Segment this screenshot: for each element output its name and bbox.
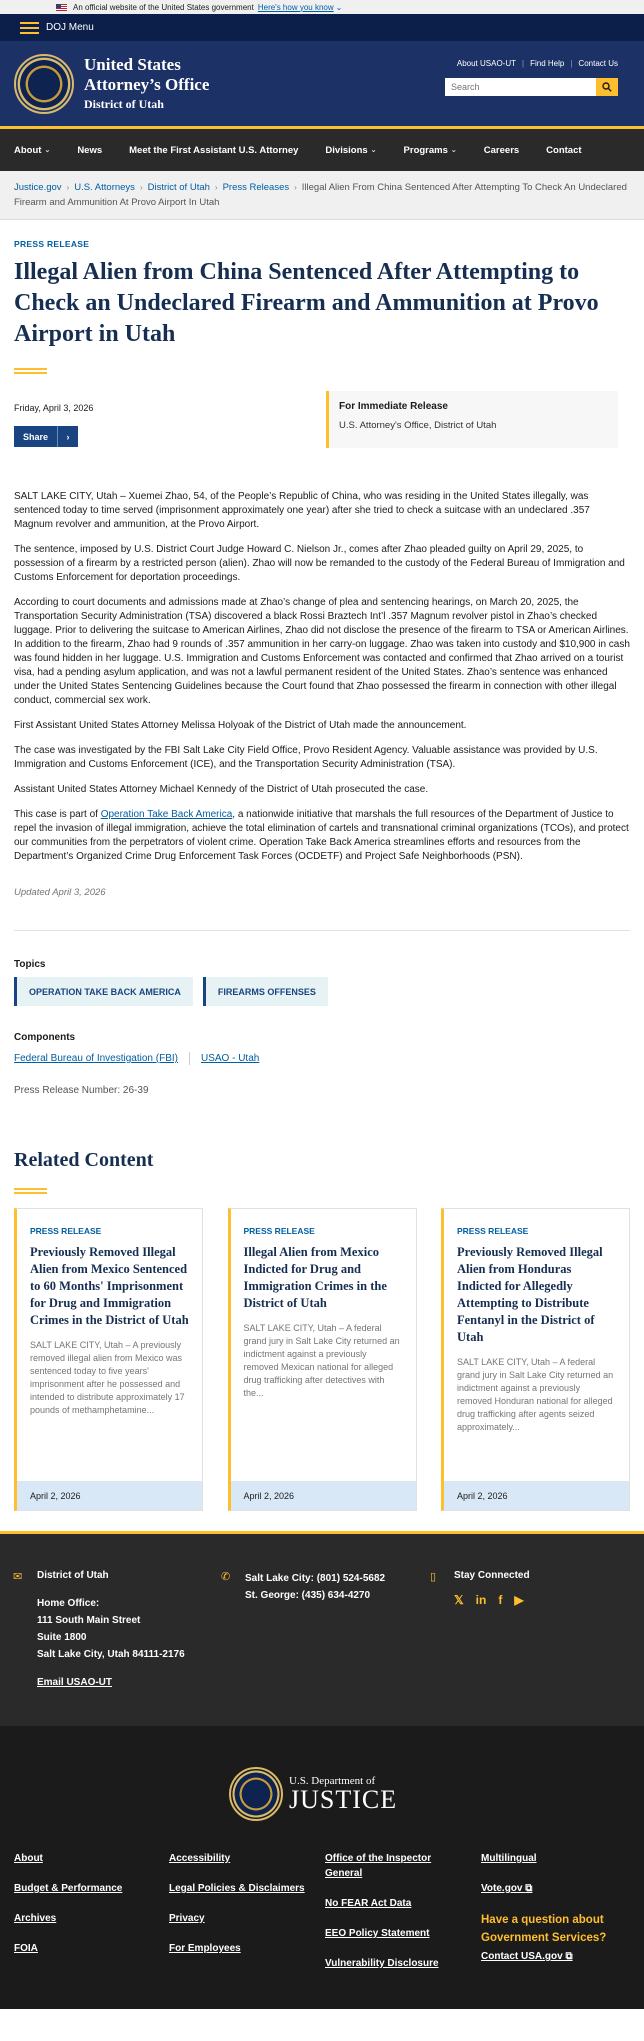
nav-item-label: Divisions bbox=[325, 144, 368, 156]
stay-connected-label: Stay Connected bbox=[454, 1570, 530, 1581]
related-card[interactable] bbox=[14, 1208, 203, 1511]
footer-accessibility-link[interactable]: Accessibility bbox=[169, 1853, 231, 1864]
card-eyebrow: PRESS RELEASE bbox=[243, 1226, 315, 1236]
footer-oig-link[interactable]: Office of the Inspector General bbox=[325, 1853, 432, 1879]
external-link-icon: ⧉ bbox=[525, 1883, 533, 1894]
breadcrumb-justice-gov[interactable]: Justice.gov bbox=[14, 182, 62, 193]
chevron-right-icon: › bbox=[214, 183, 218, 192]
site-header bbox=[0, 41, 644, 126]
chevron-right-icon: › bbox=[139, 183, 143, 192]
breadcrumb-current: Illegal Alien From China Sentenced After Attempting To Check An Undeclared Firearm and Ammunition At Provo Airport In Utah bbox=[14, 182, 627, 208]
footer-privacy-link[interactable]: Privacy bbox=[169, 1913, 205, 1924]
release-source: U.S. Attorney's Office, District of Utah bbox=[339, 420, 497, 431]
doj-brand[interactable] bbox=[229, 1767, 397, 1821]
separator bbox=[189, 1052, 190, 1065]
footer-links bbox=[0, 1726, 644, 2009]
article-paragraph: The sentence, imposed by U.S. District Court Judge Howard C. Nielson Jr., comes after Zhao pleaded guilty on April 29, 2025, to possession of a firearm by a restricted person (alien). Zhao will now be remanded to the custody of the Federal Bureau of Immigration and Customs Enforcement for deportation proceedings. bbox=[14, 544, 625, 583]
search-form bbox=[445, 78, 618, 96]
home-office-label: Home Office: bbox=[37, 1598, 100, 1609]
heres-how-you-know-link[interactable]: Here's how you know bbox=[257, 2, 334, 12]
card-description: SALT LAKE CITY, Utah – A federal grand jury in Salt Lake City returned an indictment against a previously removed Honduran national for alleged drug trafficking after agents seized approximately... bbox=[457, 1357, 614, 1432]
doj-menu-button[interactable] bbox=[0, 14, 644, 41]
release-heading: For Immediate Release bbox=[339, 401, 448, 412]
office-name-line2: Attorney’s Office bbox=[84, 75, 210, 94]
nav-item-label: Careers bbox=[483, 144, 520, 156]
card-title: Previously Removed Illegal Alien from Honduras Indicted for Allegedly Attempting to Distribute Fentanyl in the District of Utah bbox=[457, 1245, 603, 1344]
article-paragraph: The case was investigated by the FBI Salt Lake City Field Office, Provo Resident Agency. Valuable assistance was provided by U.S. Immigration and Customs Enforcement (ICE), and the Transportation Security Administration (TSA). bbox=[14, 745, 598, 770]
mobile-icon: ▯ bbox=[430, 1571, 437, 1583]
article-paragraph-otba bbox=[14, 808, 630, 864]
facebook-icon[interactable]: f bbox=[498, 1593, 503, 1607]
external-link-icon: ⧉ bbox=[565, 1951, 573, 1962]
card-date: April 2, 2026 bbox=[17, 1481, 202, 1510]
footer-about-link[interactable]: About bbox=[14, 1853, 43, 1864]
hamburger-menu-icon bbox=[20, 22, 39, 34]
linkedin-icon[interactable]: in bbox=[475, 1593, 487, 1607]
footer-col-4 bbox=[481, 1851, 631, 1979]
nav-item-news[interactable] bbox=[77, 145, 102, 156]
article-eyebrow: PRESS RELEASE bbox=[14, 239, 90, 249]
related-content-heading: Related Content bbox=[14, 1149, 154, 1171]
release-box bbox=[326, 391, 618, 448]
related-accent bbox=[14, 1188, 47, 1194]
doj-brand-line2: JUSTICE bbox=[289, 1785, 398, 1814]
nav-item-label: Meet the First Assistant U.S. Attorney bbox=[129, 144, 299, 156]
related-card[interactable] bbox=[441, 1208, 630, 1511]
nav-item-about[interactable] bbox=[14, 145, 50, 156]
article-paragraph: Assistant United States Attorney Michael Kennedy of the District of Utah prosecuted the case. bbox=[14, 784, 429, 795]
phone-st-george[interactable]: St. George: (435) 634-4270 bbox=[245, 1590, 371, 1601]
breadcrumb-us-attorneys[interactable]: U.S. Attorneys bbox=[74, 182, 135, 193]
topic-operation-take-back-america[interactable]: OPERATION TAKE BACK AMERICA bbox=[14, 977, 193, 1006]
footer-budget-link[interactable]: Budget & Performance bbox=[14, 1883, 123, 1894]
address-line: Suite 1800 bbox=[37, 1632, 87, 1643]
x-icon[interactable]: 𝕏 bbox=[454, 1593, 464, 1607]
doj-seal-logo bbox=[229, 1767, 283, 1821]
footer-vote-link[interactable] bbox=[481, 1881, 631, 1896]
nav-item-label: Programs bbox=[403, 144, 448, 156]
footer-col-2 bbox=[169, 1851, 305, 1971]
share-button[interactable] bbox=[14, 426, 78, 447]
contact-usa-gov-link[interactable] bbox=[481, 1949, 631, 1964]
utility-links bbox=[445, 59, 618, 68]
article-paragraph: According to court documents and admissions made at Zhao’s change of plea and sentencing hearings, on March 20, 2025, the Transportation Security Administration (TSA) discovered a black Rossi Braztech Int’l .357 Magnum revolver pistol in Zhao’s checked luggage. Prior to delivering the suitcase to American Airlines, Zhao did not disclose the presence of the firearm to TSA or American Airlines. In addition to the firearm, Zhao had 9 rounds of .357 ammunition in her carry-on luggage. Zhao was taken into custody and $10,900 in cash was found hidden in her luggage. U.S. Immigration and Customs Enforcement was contacted and confirmed that Zhao arrived on a tourist visa, had a pending asylum application, and was not a lawful permanent resident of the United States. Zhao’s sentence was enhanced under the United States Sentencing Guidelines because the Court found that Zhao possessed the firearm in connection with other illegal conduct, commercial sex work. bbox=[14, 597, 630, 706]
doj-seal-logo[interactable] bbox=[14, 54, 74, 114]
search-icon bbox=[602, 82, 612, 92]
chevron-down-icon: ⌄ bbox=[44, 147, 51, 154]
social-links bbox=[454, 1593, 530, 1607]
search-button[interactable] bbox=[596, 78, 618, 96]
nav-item-label: News bbox=[77, 144, 103, 156]
header-utilities bbox=[445, 59, 618, 96]
article-meta bbox=[14, 391, 630, 448]
article-paragraph: SALT LAKE CITY, Utah – Xuemei Zhao, 54, of the People’s Republic of China, who was residing in the United States illegally, was sentenced today to time served (imprisonment approximately one year) after she tried to check a suitcase with an undeclared .357 Magnum revolver and ammunition, at the Provo Airport. bbox=[14, 491, 590, 530]
contact-us-link[interactable]: Contact Us bbox=[578, 59, 618, 68]
footer-phones bbox=[221, 1570, 386, 1604]
nav-item-contact[interactable] bbox=[546, 145, 581, 156]
vote-gov-label: Vote.gov bbox=[481, 1883, 523, 1894]
footer-social bbox=[430, 1570, 530, 1607]
footer-col-3 bbox=[325, 1851, 455, 1986]
card-eyebrow: PRESS RELEASE bbox=[30, 1226, 102, 1236]
footer-district: District of Utah bbox=[37, 1570, 109, 1581]
phone-slc[interactable]: Salt Lake City: (801) 524-5682 bbox=[245, 1573, 386, 1584]
related-cards bbox=[14, 1208, 630, 1511]
components-heading: Components bbox=[14, 1032, 76, 1043]
government-services-question: Have a question about Government Services? bbox=[481, 1914, 607, 1944]
footer-address bbox=[13, 1570, 185, 1688]
footer-multilingual-link[interactable]: Multilingual bbox=[481, 1853, 537, 1864]
nav-item-label: Contact bbox=[546, 144, 582, 156]
updated-date: Updated April 3, 2026 bbox=[14, 887, 106, 898]
topics-list bbox=[14, 977, 630, 1006]
breadcrumb-district-of-utah[interactable]: District of Utah bbox=[147, 182, 210, 193]
otba-before: This case is part of bbox=[14, 809, 101, 820]
nav-item-careers[interactable] bbox=[484, 145, 519, 156]
chevron-down-icon: ⌄ bbox=[370, 147, 377, 154]
press-release-number: Press Release Number: 26-39 bbox=[14, 1085, 149, 1096]
nav-item-meet-the-first-assistant-u-s-attorney[interactable] bbox=[129, 145, 298, 156]
youtube-icon[interactable]: ▶ bbox=[514, 1593, 524, 1607]
find-help-link[interactable]: Find Help bbox=[530, 59, 565, 68]
footer-legal-link[interactable]: Legal Policies & Disclaimers bbox=[169, 1883, 305, 1894]
article bbox=[0, 239, 644, 1511]
footer-col-1 bbox=[14, 1851, 122, 1971]
share-label: Share bbox=[14, 426, 58, 447]
doj-brand-line1: U.S. Department of bbox=[289, 1775, 376, 1787]
separator: | bbox=[570, 59, 573, 68]
footer-no-fear-link[interactable]: No FEAR Act Data bbox=[325, 1898, 412, 1909]
nav-item-label: About bbox=[14, 144, 42, 156]
footer-foia-link[interactable]: FOIA bbox=[14, 1943, 38, 1954]
footer-vulnerability-link[interactable]: Vulnerability Disclosure bbox=[325, 1958, 439, 1969]
nav-item-divisions[interactable] bbox=[325, 145, 376, 156]
card-description: SALT LAKE CITY, Utah – A previously removed illegal alien from Mexico was sentenced today to five years' imprisonment after he possessed and intended to distribute approximately 17 pounds of methamphetamine... bbox=[30, 1340, 185, 1415]
topic-firearms-offenses[interactable]: FIREARMS OFFENSES bbox=[203, 977, 328, 1006]
search-input[interactable] bbox=[445, 78, 596, 96]
card-eyebrow: PRESS RELEASE bbox=[457, 1226, 529, 1236]
chevron-down-icon: ⌄ bbox=[335, 2, 343, 12]
address-line: 111 South Main Street bbox=[37, 1615, 141, 1626]
office-name-line3: District of Utah bbox=[84, 97, 164, 111]
component-fbi-link[interactable]: Federal Bureau of Investigation (FBI) bbox=[14, 1053, 178, 1064]
office-name[interactable] bbox=[84, 55, 209, 112]
breadcrumb bbox=[0, 171, 644, 220]
page-title: Illegal Alien from China Sentenced After Attempting to Check an Undeclared Firearm and Ammunition at Provo Airport in Utah bbox=[14, 259, 599, 347]
divider bbox=[14, 930, 630, 931]
gov-banner-text: An official website of the United States government bbox=[73, 2, 254, 12]
about-usao-link[interactable]: About USAO-UT bbox=[456, 59, 517, 68]
card-title: Previously Removed Illegal Alien from Mexico Sentenced to 60 Months' Imprisonment for Drug and Immigration Crimes in the District of Utah bbox=[30, 1245, 189, 1327]
address-line: Salt Lake City, Utah 84111-2176 bbox=[37, 1649, 185, 1660]
main-nav bbox=[0, 129, 644, 171]
breadcrumb-press-releases[interactable]: Press Releases bbox=[222, 182, 290, 193]
footer-eeo-link[interactable]: EEO Policy Statement bbox=[325, 1928, 430, 1939]
footer-employees-link[interactable]: For Employees bbox=[169, 1943, 241, 1954]
chevron-right-icon: › bbox=[66, 431, 70, 442]
us-flag-icon bbox=[56, 4, 67, 11]
article-paragraph: First Assistant United States Attorney Melissa Holyoak of the District of Utah made the announcement. bbox=[14, 720, 467, 731]
phone-icon: ✆ bbox=[221, 1571, 231, 1583]
nav-item-programs[interactable] bbox=[404, 145, 457, 156]
email-usao-link[interactable]: Email USAO-UT bbox=[37, 1677, 113, 1688]
doj-menu-label: DOJ Menu bbox=[46, 22, 94, 33]
mail-icon: ✉ bbox=[13, 1571, 23, 1583]
gov-banner bbox=[0, 0, 644, 14]
card-date: April 2, 2026 bbox=[444, 1481, 629, 1510]
chevron-down-icon: ⌄ bbox=[450, 147, 457, 154]
separator: | bbox=[522, 59, 525, 68]
otba-after: , a nationwide initiative that marshals the full resources of the Department of Justice to repel the invasion of illegal immigration, achieve the total elimination of cartels and transnational criminal organizations (TCOs), and protect our communities from the perpetrators of violent crime. Operation Take Back America streamlines efforts and resources from the Department’s Organized Crime Drug Enforcement Task Forces (OCDETF) and Project Safe Neighborhoods (PSN). bbox=[14, 809, 629, 862]
article-body bbox=[14, 490, 630, 864]
component-usao-utah-link[interactable]: USAO - Utah bbox=[200, 1053, 260, 1064]
title-accent bbox=[14, 368, 47, 374]
footer-contact bbox=[0, 1531, 644, 1726]
footer-archives-link[interactable]: Archives bbox=[14, 1913, 57, 1924]
article-date: Friday, April 3, 2026 bbox=[14, 403, 94, 413]
components-list bbox=[14, 1052, 630, 1065]
office-name-line1: United States bbox=[84, 55, 181, 74]
operation-take-back-america-link[interactable]: Operation Take Back America bbox=[100, 809, 233, 820]
card-description: SALT LAKE CITY, Utah – A federal grand jury in Salt Lake City returned an indictment against a previously removed Mexican national for alleged drug trafficking after detectives with the... bbox=[243, 1323, 400, 1398]
card-date: April 2, 2026 bbox=[231, 1481, 416, 1510]
chevron-right-icon: › bbox=[294, 183, 297, 192]
related-card[interactable] bbox=[228, 1208, 417, 1511]
card-title: Illegal Alien from Mexico Indicted for Drug and Immigration Crimes in the District of Utah bbox=[243, 1245, 387, 1310]
topics-heading: Topics bbox=[14, 959, 46, 970]
contact-usa-gov-label: Contact USA.gov bbox=[481, 1951, 563, 1962]
chevron-right-icon: › bbox=[66, 183, 70, 192]
